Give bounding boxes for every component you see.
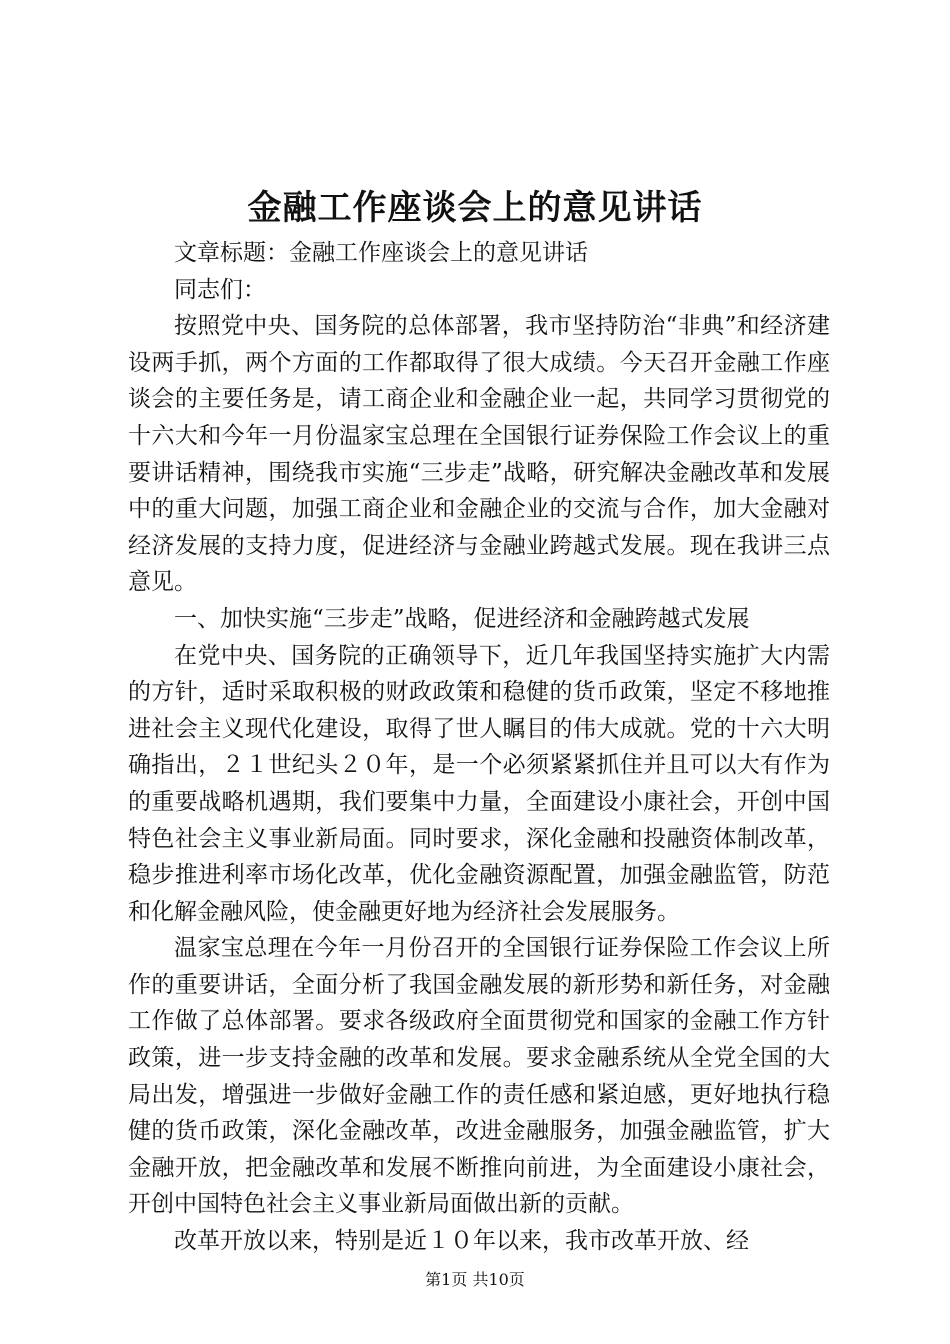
page-number-footer: 第1页 共10页 <box>425 1270 525 1289</box>
paragraph-intro: 按照党中央、国务院的总体部署，我市坚持防治“非典”和经济建设两手抓，两个方面的工作都取得了很大成绩。今天召开金融工作座谈会的主要任务是，请工商企业和金融企业一起，共同学习贯彻党的十六大和今年一月份温家宝总理在全国银行证券保险工作会议上的重要讲话精神，围绕我市实施“三步走”战略，研究解决金融改革和发展中的重大问题，加强工商企业和金融企业的交流与合作，加大金融对经济发展的支持力度，促进经济与金融业跨越式发展。现在我讲三点意见。 <box>128 313 830 596</box>
paragraph-article-title: 文章标题：金融工作座谈会上的意见讲话 <box>174 240 588 266</box>
section-heading-1: 一、加快实施“三步走”战略，促进经济和金融跨越式发展 <box>174 605 750 632</box>
paragraph-body-2: 温家宝总理在今年一月份召开的全国银行证券保险工作会议上所作的重要讲话，全面分析了我国金融发展的新形势和新任务，对金融工作做了总体部署。要求各级政府全面贯彻党和国家的金融工作方针政策，进一步支持金融的改革和发展。要求金融系统从全党全国的大局出发，增强进一步做好金融工作的责任感和紧迫感，更好地执行稳健的货币政策，深化金融改革，改进金融服务，加强金融监管，扩大金融开放，把金融改革和发展不断推向前进，为全面建设小康社会，开创中国特色社会主义事业新局面做出新的贡献。 <box>128 935 830 1218</box>
paragraph-body-1: 在党中央、国务院的正确领导下，近几年我国坚持实施扩大内需的方针，适时采取积极的财政政策和稳健的货币政策，坚定不移地推进社会主义现代化建设，取得了世人瞩目的伟大成就。党的十六大明确指出，２１世纪头２０年，是一个必须紧紧抓住并且可以大有作为的重要战略机遇期，我们要集中力量，全面建设小康社会，开创中国特色社会主义事业新局面。同时要求，深化金融和投融资体制改革，稳步推进利率市场化改革，优化金融资源配置，加强金融监管，防范和化解金融风险，使金融更好地为经济社会发展服务。 <box>128 642 830 925</box>
document-title: 金融工作座谈会上的意见讲话 <box>247 188 703 228</box>
paragraph-body-3: 改革开放以来，特别是近１０年以来，我市改革开放、经 <box>174 1228 749 1255</box>
document-body <box>128 235 830 1260</box>
paragraph-salutation: 同志们： <box>174 276 266 303</box>
